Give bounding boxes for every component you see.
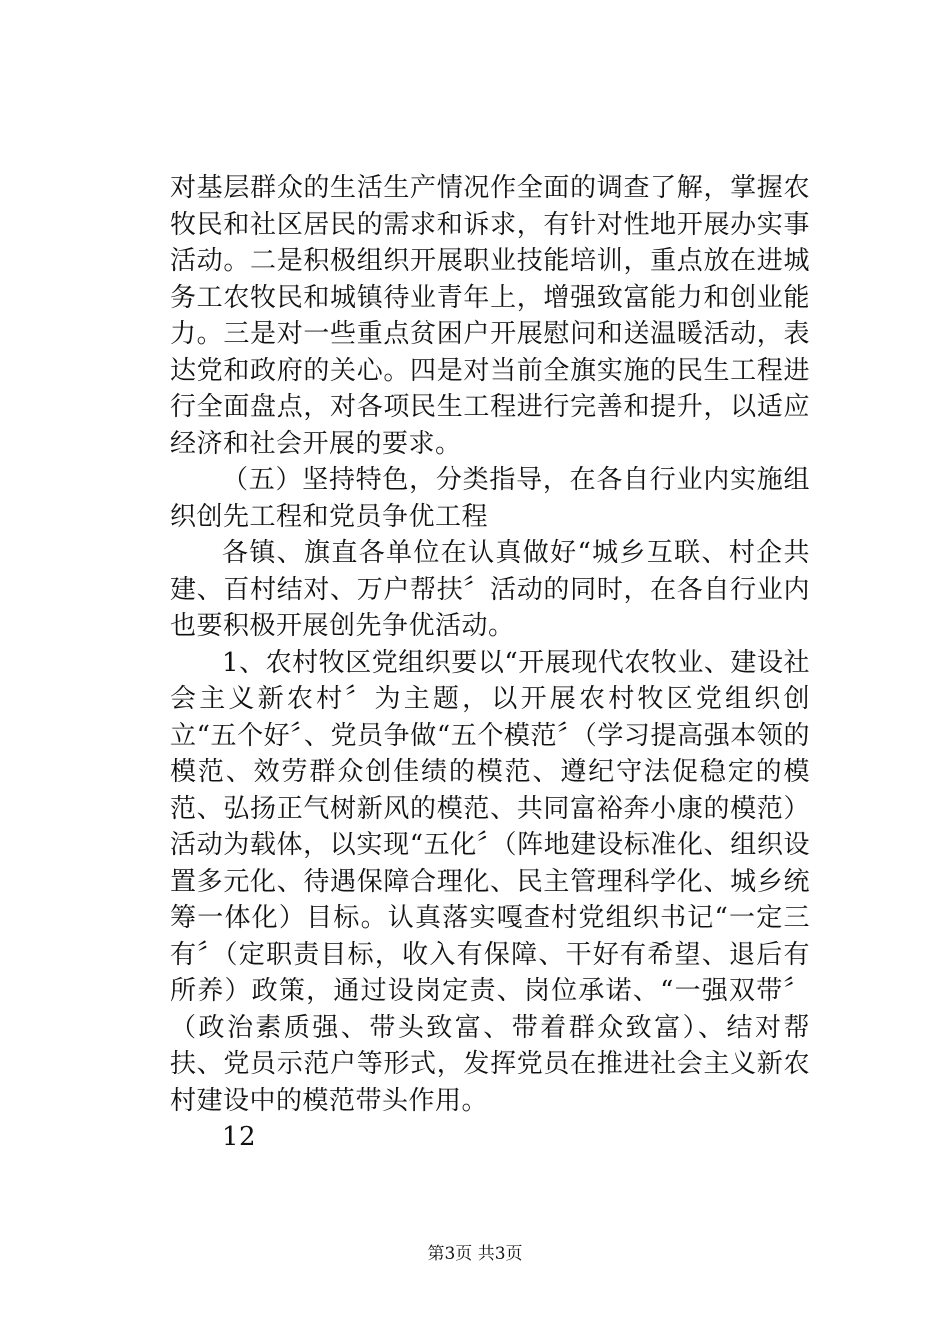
- paragraph-continuation: 对基层群众的生活生产情况作全面的调查了解，掌握农牧民和社区居民的需求和诉求，有针对性地开展办实事活动。二是积极组织开展职业技能培训，重点放在进城务工农牧民和城镇待业青年上，增强致富能力和创业能力。三是对一些重点贫困户开展慰问和送温暖活动，表达党和政府的关心。四是对当前全旗实施的民生工程进行全面盘点，对各项民生工程进行完善和提升，以适应经济和社会开展的要求。: [170, 173, 810, 459]
- document-body: [170, 170, 810, 1156]
- paragraph-units: 各镇、旗直各单位在认真做好“城乡互联、村企共建、百村结对、万户帮扶〞活动的同时，在各自行业内也要积极开展创先争优活动。: [170, 538, 810, 641]
- paragraph-number: 12: [222, 1122, 257, 1152]
- page-footer: 第3页 共3页: [427, 1244, 523, 1264]
- paragraph-rural-party: 1、农村牧区党组织要以“开展现代农牧业、建设社会主义新农村〞为主题，以开展农村牧区党组织创立“五个好〞、党员争做“五个模范〞（学习提高强本领的模范、效劳群众创佳绩的模范、遵纪守法促稳定的模范、弘扬正气树新风的模范、共同富裕奔小康的模范）活动为载体，以实现“五化〞（阵地建设标准化、组织设置多元化、待遇保障合理化、民主管理科学化、城乡统筹一体化）目标。认真落实嘎查村党组织书记“一定三有〞（定职责目标，收入有保障、干好有希望、退后有所养）政策，通过设岗定责、岗位承诺、“一强双带〞（政治素质强、带头致富、带着群众致富）、结对帮扶、党员示范户等形式，发挥党员在推进社会主义新农村建设中的模范带头作用。: [170, 647, 810, 1116]
- section-heading-five: （五）坚持特色，分类指导，在各自行业内实施组织创先工程和党员争优工程: [170, 465, 810, 532]
